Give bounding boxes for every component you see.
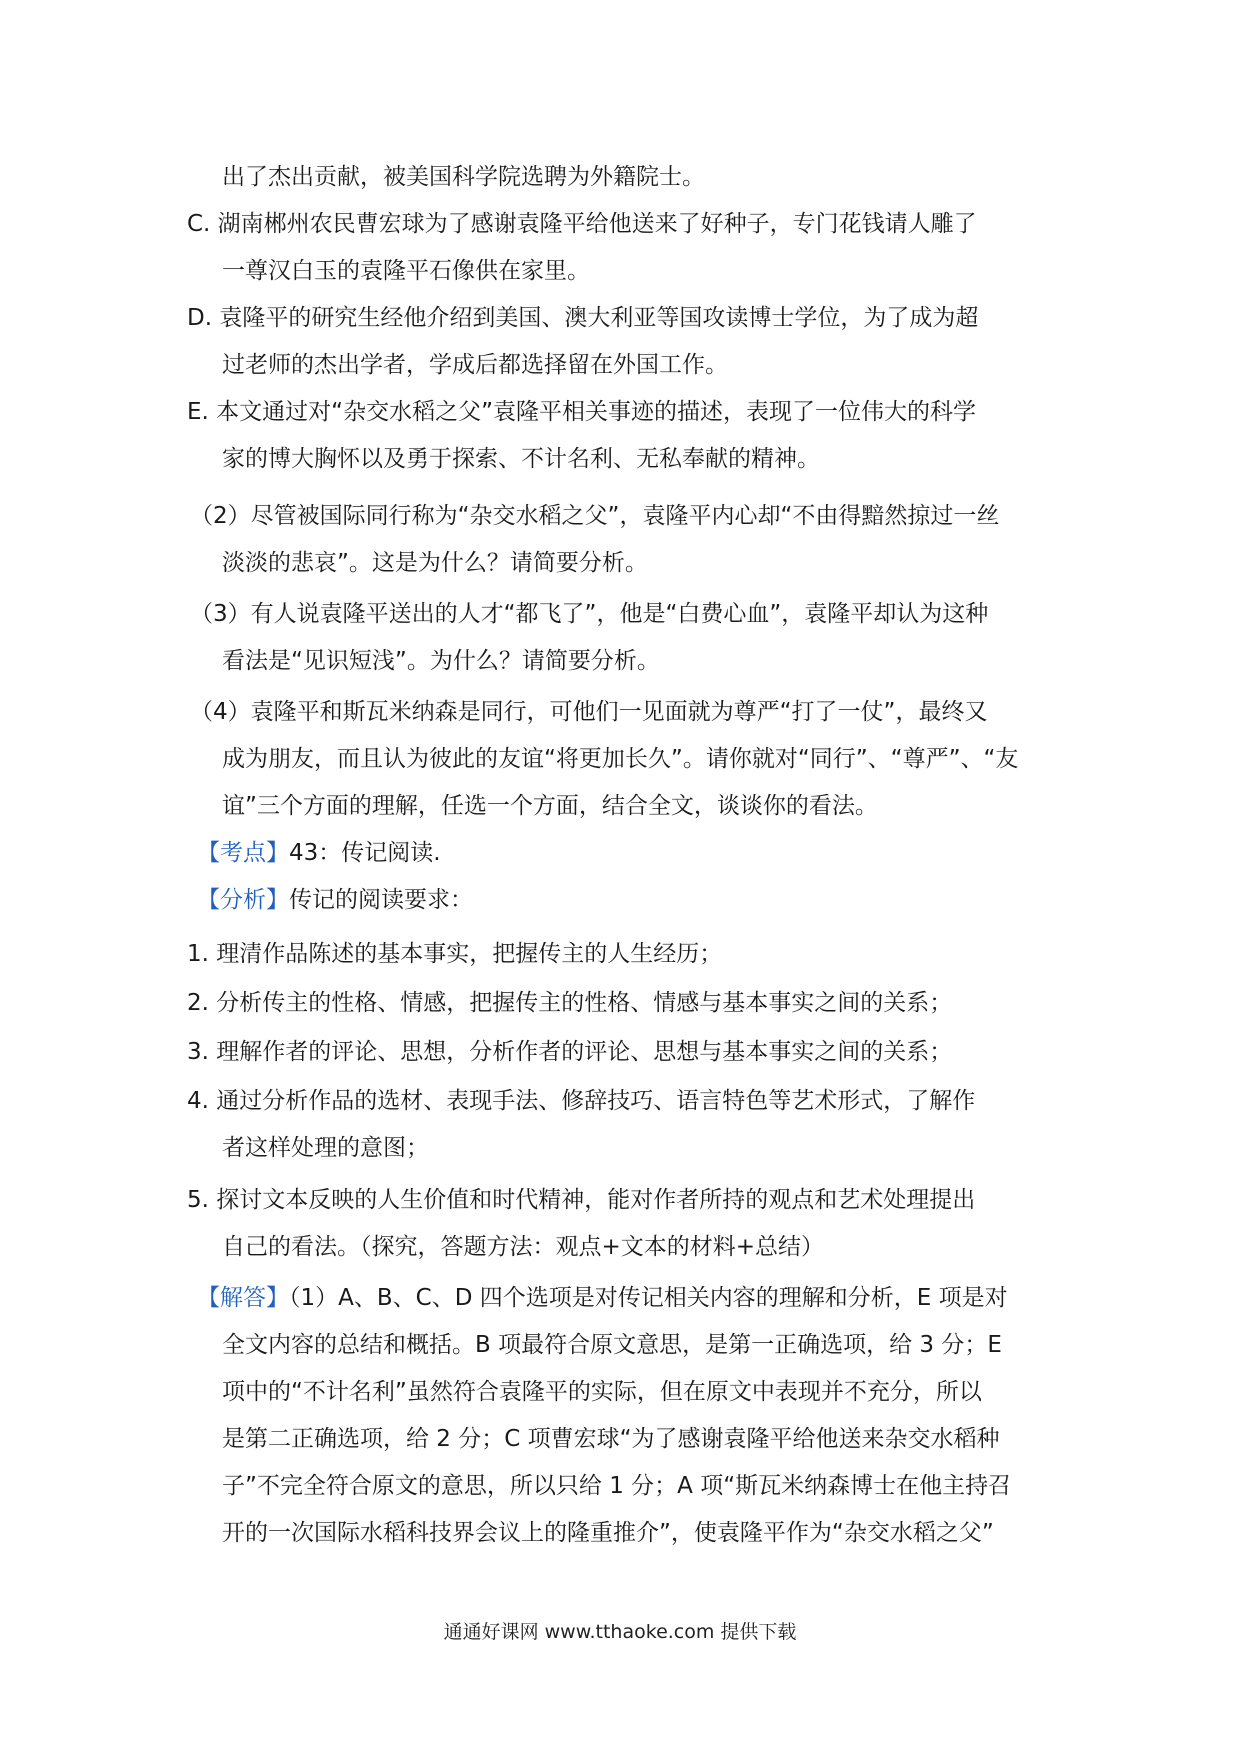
list-item: 3. 理解作者的评论、思想，分析作者的评论、思想与基本事实之间的关系；: [187, 1039, 953, 1065]
text-line: 看法是“见识短浅”。为什么？请简要分析。: [222, 648, 660, 674]
option-d-line: D. 袁隆平的研究生经他介绍到美国、澳大利亚等国攻读博士学位，为了成为超: [187, 305, 979, 331]
text-line: 开的一次国际水稻科技界会议上的隆重推介”，使袁隆平作为“杂交水稻之父”: [222, 1520, 994, 1546]
text-line: 出了杰出贡献，被美国科学院选聘为外籍院士。: [222, 164, 705, 190]
text-line: 一尊汉白玉的袁隆平石像供在家里。: [222, 258, 590, 284]
list-item: 5. 探讨文本反映的人生价值和时代精神，能对作者所持的观点和艺术处理提出: [187, 1187, 976, 1213]
jieda-line: 【解答】（1）A、B、C、D 四个选项是对传记相关内容的理解和分析，E 项是对: [197, 1285, 1008, 1311]
page-footer: 通通好课网 www.tthaoke.com 提供下载: [443, 1621, 797, 1643]
text-line: 自己的看法。（探究，答题方法：观点+文本的材料+总结）: [222, 1234, 825, 1260]
question-4-line: （4）袁隆平和斯瓦米纳森是同行，可他们一见面就为尊严“打了一仗”，最终又: [190, 699, 988, 725]
list-item: 4. 通过分析作品的选材、表现手法、修辞技巧、语言特色等艺术形式，了解作: [187, 1088, 976, 1114]
list-item: 1. 理清作品陈述的基本事实，把握传主的人生经历；: [187, 941, 723, 967]
text-line: 全文内容的总结和概括。B 项最符合原文意思，是第一正确选项，给 3 分；E: [222, 1332, 1002, 1358]
fenxi-line: 【分析】传记的阅读要求：: [197, 887, 473, 913]
text-line: 过老师的杰出学者，学成后都选择留在外国工作。: [222, 352, 728, 378]
text-line: 子”不完全符合原文的意思，所以只给 1 分；A 项“斯瓦米纳森博士在他主持召: [222, 1473, 1012, 1499]
text-line: 谊”三个方面的理解，任选一个方面，结合全文，谈谈你的看法。: [222, 793, 878, 819]
list-item: 2. 分析传主的性格、情感，把握传主的性格、情感与基本事实之间的关系；: [187, 990, 953, 1016]
kaodian-line: 【考点】43：传记阅读.: [197, 840, 441, 866]
kaodian-label: 【考点】: [197, 840, 289, 866]
jieda-label: 【解答】: [197, 1285, 289, 1311]
text-line: 是第二正确选项，给 2 分；C 项曹宏球“为了感谢袁隆平给他送来杂交水稻种: [222, 1426, 1000, 1452]
question-2-line: （2）尽管被国际同行称为“杂交水稻之父”，袁隆平内心却“不由得黯然掠过一丝: [190, 503, 1000, 529]
option-e-line: E. 本文通过对“杂交水稻之父”袁隆平相关事迹的描述，表现了一位伟大的科学: [187, 399, 976, 425]
question-3-line: （3）有人说袁隆平送出的人才“都飞了”，他是“白费心血”，袁隆平却认为这种: [190, 601, 989, 627]
fenxi-label: 【分析】: [197, 887, 289, 913]
text-line: 家的博大胸怀以及勇于探索、不计名利、无私奉献的精神。: [222, 446, 820, 472]
text-line: 者这样处理的意图；: [222, 1135, 429, 1161]
text-line: 淡淡的悲哀”。这是为什么？请简要分析。: [222, 550, 648, 576]
text-line: 成为朋友，而且认为彼此的友谊“将更加长久”。请你就对“同行”、“尊严”、“友: [222, 746, 1019, 772]
option-c-line: C. 湖南郴州农民曹宏球为了感谢袁隆平给他送来了好种子，专门花钱请人雕了: [187, 211, 977, 237]
text-line: 项中的“不计名利”虽然符合袁隆平的实际，但在原文中表现并不充分，所以: [222, 1379, 982, 1405]
